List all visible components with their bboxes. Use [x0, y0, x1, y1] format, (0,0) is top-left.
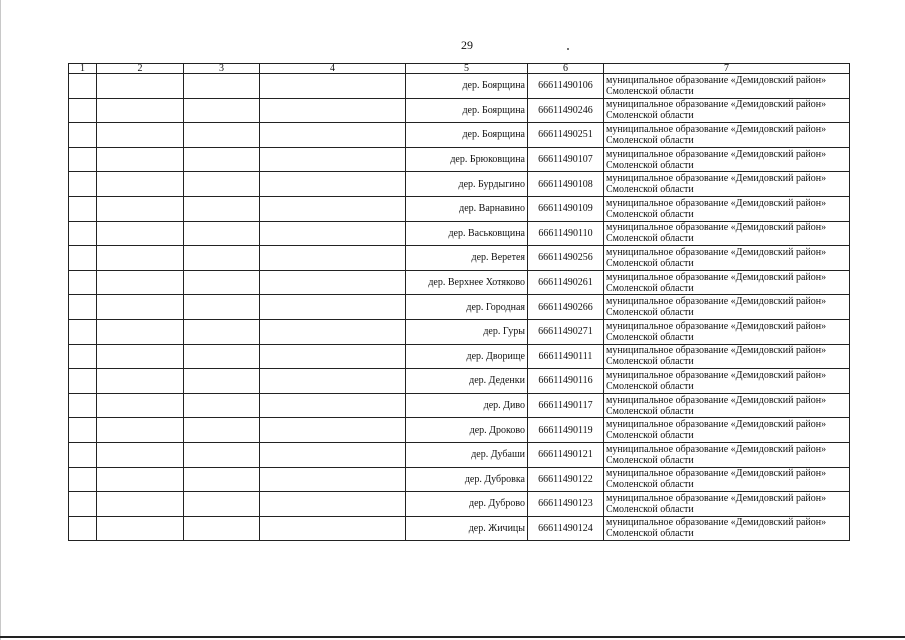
municipality-cell: [604, 369, 850, 394]
municipality-line-1: муниципальное образование «Демидовский район»: [606, 197, 827, 209]
cell-col-2: [97, 147, 184, 172]
cell-col-3: [184, 172, 260, 197]
cell-col-2: [97, 221, 184, 246]
locality-cell: дер. Городная: [406, 295, 528, 320]
column-header-3: 3: [184, 64, 260, 74]
cell-col-1: [69, 516, 97, 541]
cell-col-4: [260, 492, 406, 517]
cell-col-3: [184, 344, 260, 369]
locality-cell: дер. Дроково: [406, 418, 528, 443]
cell-col-2: [97, 98, 184, 123]
code-cell: 66611490271: [528, 319, 604, 344]
table-row: [69, 418, 850, 443]
cell-col-3: [184, 492, 260, 517]
table-row: [69, 393, 850, 418]
cell-col-1: [69, 221, 97, 246]
municipality-line-1: муниципальное образование «Демидовский район»: [606, 246, 827, 258]
cell-col-3: [184, 418, 260, 443]
cell-col-3: [184, 442, 260, 467]
cell-col-1: [69, 295, 97, 320]
table-row: [69, 442, 850, 467]
locality-cell: дер. Брюковщина: [406, 147, 528, 172]
municipality-cell: [604, 172, 850, 197]
municipality-cell: [604, 74, 850, 99]
municipality-line-1: муниципальное образование «Демидовский район»: [606, 443, 827, 455]
municipality-line-1: муниципальное образование «Демидовский район»: [606, 468, 827, 480]
cell-col-3: [184, 393, 260, 418]
municipality-cell: [604, 221, 850, 246]
municipality-cell: [604, 319, 850, 344]
municipality-line-2: Смоленской области: [606, 159, 694, 171]
cell-col-2: [97, 270, 184, 295]
table-row: [69, 492, 850, 517]
municipality-line-1: муниципальное образование «Демидовский район»: [606, 369, 827, 381]
municipality-cell: [604, 196, 850, 221]
cell-col-3: [184, 319, 260, 344]
cell-col-2: [97, 74, 184, 99]
table-row: [69, 516, 850, 541]
municipality-line-2: Смоленской области: [606, 503, 694, 515]
table-row: [69, 196, 850, 221]
municipality-line-2: Смоленской области: [606, 134, 694, 146]
municipality-cell: [604, 393, 850, 418]
municipality-line-2: Смоленской области: [606, 110, 694, 122]
cell-col-4: [260, 98, 406, 123]
cell-col-1: [69, 442, 97, 467]
cell-col-1: [69, 418, 97, 443]
municipality-line-2: Смоленской области: [606, 85, 694, 97]
cell-col-1: [69, 123, 97, 148]
scan-speck: [567, 48, 569, 50]
code-cell: 66611490111: [528, 344, 604, 369]
cell-col-4: [260, 442, 406, 467]
locality-cell: дер. Дворище: [406, 344, 528, 369]
cell-col-3: [184, 98, 260, 123]
cell-col-4: [260, 147, 406, 172]
cell-col-2: [97, 344, 184, 369]
cell-col-1: [69, 98, 97, 123]
cell-col-4: [260, 418, 406, 443]
code-cell: 66611490251: [528, 123, 604, 148]
column-header-6: 6: [528, 64, 604, 74]
code-cell: 66611490119: [528, 418, 604, 443]
cell-col-3: [184, 123, 260, 148]
scan-bottom-edge: [0, 636, 905, 638]
cell-col-4: [260, 295, 406, 320]
cell-col-1: [69, 74, 97, 99]
locality-cell: дер. Дуброво: [406, 492, 528, 517]
code-cell: 66611490124: [528, 516, 604, 541]
municipality-line-2: Смоленской области: [606, 331, 694, 343]
cell-col-4: [260, 246, 406, 271]
municipality-line-2: Смоленской области: [606, 528, 694, 540]
municipality-line-2: Смоленской области: [606, 479, 694, 491]
locality-cell: дер. Боярщина: [406, 123, 528, 148]
code-cell: 66611490117: [528, 393, 604, 418]
cell-col-3: [184, 221, 260, 246]
cell-col-3: [184, 196, 260, 221]
cell-col-1: [69, 270, 97, 295]
cell-col-3: [184, 467, 260, 492]
cell-col-1: [69, 196, 97, 221]
municipality-line-1: муниципальное образование «Демидовский район»: [606, 419, 827, 431]
municipality-cell: [604, 442, 850, 467]
cell-col-3: [184, 516, 260, 541]
code-cell: 66611490121: [528, 442, 604, 467]
locality-cell: дер. Веретея: [406, 246, 528, 271]
cell-col-4: [260, 319, 406, 344]
municipality-line-1: муниципальное образование «Демидовский район»: [606, 296, 827, 308]
municipality-line-2: Смоленской области: [606, 233, 694, 245]
cell-col-4: [260, 221, 406, 246]
code-cell: 66611490261: [528, 270, 604, 295]
cell-col-2: [97, 319, 184, 344]
table-row: [69, 319, 850, 344]
table-row: [69, 74, 850, 99]
cell-col-4: [260, 196, 406, 221]
locality-cell: дер. Деденки: [406, 369, 528, 394]
cell-col-1: [69, 369, 97, 394]
cell-col-4: [260, 344, 406, 369]
municipality-line-2: Смоленской области: [606, 380, 694, 392]
cell-col-1: [69, 492, 97, 517]
cell-col-2: [97, 516, 184, 541]
cell-col-1: [69, 147, 97, 172]
municipality-line-2: Смоленской области: [606, 208, 694, 220]
cell-col-4: [260, 74, 406, 99]
municipality-cell: [604, 98, 850, 123]
municipality-line-1: муниципальное образование «Демидовский район»: [606, 74, 827, 86]
municipality-cell: [604, 295, 850, 320]
cell-col-3: [184, 74, 260, 99]
municipality-line-1: муниципальное образование «Демидовский район»: [606, 345, 827, 357]
column-header-1: 1: [69, 64, 97, 74]
table-row: [69, 123, 850, 148]
cell-col-3: [184, 246, 260, 271]
cell-col-2: [97, 442, 184, 467]
cell-col-2: [97, 123, 184, 148]
cell-col-4: [260, 123, 406, 148]
municipality-line-2: Смоленской области: [606, 307, 694, 319]
cell-col-4: [260, 467, 406, 492]
municipality-line-1: муниципальное образование «Демидовский район»: [606, 271, 827, 283]
municipality-line-1: муниципальное образование «Демидовский район»: [606, 222, 827, 234]
municipality-line-1: муниципальное образование «Демидовский район»: [606, 148, 827, 160]
municipality-line-2: Смоленской области: [606, 356, 694, 368]
municipality-line-2: Смоленской области: [606, 405, 694, 417]
cell-col-2: [97, 418, 184, 443]
locality-cell: дер. Бурдыгино: [406, 172, 528, 197]
municipality-line-2: Смоленской области: [606, 184, 694, 196]
municipality-cell: [604, 492, 850, 517]
cell-col-1: [69, 344, 97, 369]
registry-table: [68, 63, 850, 541]
code-cell: 66611490122: [528, 467, 604, 492]
table-row: [69, 147, 850, 172]
municipality-line-2: Смоленской области: [606, 257, 694, 269]
column-header-7: 7: [604, 64, 850, 74]
column-header-2: 2: [97, 64, 184, 74]
table-row: [69, 246, 850, 271]
code-cell: 66611490266: [528, 295, 604, 320]
cell-col-2: [97, 393, 184, 418]
cell-col-1: [69, 319, 97, 344]
municipality-line-2: Смоленской области: [606, 282, 694, 294]
locality-cell: дер. Дубаши: [406, 442, 528, 467]
municipality-line-1: муниципальное образование «Демидовский район»: [606, 99, 827, 111]
municipality-cell: [604, 270, 850, 295]
locality-cell: дер. Диво: [406, 393, 528, 418]
cell-col-3: [184, 295, 260, 320]
table-row: [69, 172, 850, 197]
municipality-cell: [604, 246, 850, 271]
municipality-line-1: муниципальное образование «Демидовский район»: [606, 123, 827, 135]
cell-col-3: [184, 369, 260, 394]
cell-col-2: [97, 196, 184, 221]
municipality-line-2: Смоленской области: [606, 430, 694, 442]
municipality-cell: [604, 123, 850, 148]
header-row: [69, 64, 850, 74]
cell-col-2: [97, 295, 184, 320]
locality-cell: дер. Васьковщина: [406, 221, 528, 246]
cell-col-2: [97, 467, 184, 492]
code-cell: 66611490123: [528, 492, 604, 517]
cell-col-3: [184, 270, 260, 295]
municipality-line-1: муниципальное образование «Демидовский район»: [606, 492, 827, 504]
municipality-cell: [604, 516, 850, 541]
code-cell: 66611490110: [528, 221, 604, 246]
municipality-cell: [604, 147, 850, 172]
code-cell: 66611490109: [528, 196, 604, 221]
cell-col-4: [260, 270, 406, 295]
cell-col-2: [97, 492, 184, 517]
table-row: [69, 221, 850, 246]
cell-col-4: [260, 172, 406, 197]
code-cell: 66611490108: [528, 172, 604, 197]
code-cell: 66611490106: [528, 74, 604, 99]
code-cell: 66611490246: [528, 98, 604, 123]
locality-cell: дер. Дубровка: [406, 467, 528, 492]
municipality-line-1: муниципальное образование «Демидовский район»: [606, 517, 827, 529]
municipality-cell: [604, 344, 850, 369]
municipality-line-1: муниципальное образование «Демидовский район»: [606, 394, 827, 406]
cell-col-2: [97, 172, 184, 197]
column-header-4: 4: [260, 64, 406, 74]
scan-left-edge: [0, 0, 1, 640]
table-row: [69, 270, 850, 295]
locality-cell: дер. Боярщина: [406, 98, 528, 123]
table-row: [69, 369, 850, 394]
municipality-line-1: муниципальное образование «Демидовский район»: [606, 173, 827, 185]
cell-col-4: [260, 516, 406, 541]
cell-col-4: [260, 393, 406, 418]
cell-col-1: [69, 172, 97, 197]
locality-cell: дер. Жичицы: [406, 516, 528, 541]
locality-cell: дер. Гуры: [406, 319, 528, 344]
code-cell: 66611490107: [528, 147, 604, 172]
table-row: [69, 98, 850, 123]
table-row: [69, 467, 850, 492]
cell-col-1: [69, 246, 97, 271]
cell-col-2: [97, 369, 184, 394]
cell-col-1: [69, 467, 97, 492]
code-cell: 66611490116: [528, 369, 604, 394]
municipality-cell: [604, 418, 850, 443]
locality-cell: дер. Верхнее Хотяково: [406, 270, 528, 295]
cell-col-3: [184, 147, 260, 172]
municipality-cell: [604, 467, 850, 492]
cell-col-2: [97, 246, 184, 271]
code-cell: 66611490256: [528, 246, 604, 271]
page-number: 29: [461, 38, 473, 52]
municipality-line-1: муниципальное образование «Демидовский район»: [606, 320, 827, 332]
municipality-line-2: Смоленской области: [606, 454, 694, 466]
table-row: [69, 344, 850, 369]
cell-col-1: [69, 393, 97, 418]
table-row: [69, 295, 850, 320]
column-header-5: 5: [406, 64, 528, 74]
locality-cell: дер. Боярщина: [406, 74, 528, 99]
cell-col-4: [260, 369, 406, 394]
table-body: [69, 64, 850, 541]
locality-cell: дер. Варнавино: [406, 196, 528, 221]
